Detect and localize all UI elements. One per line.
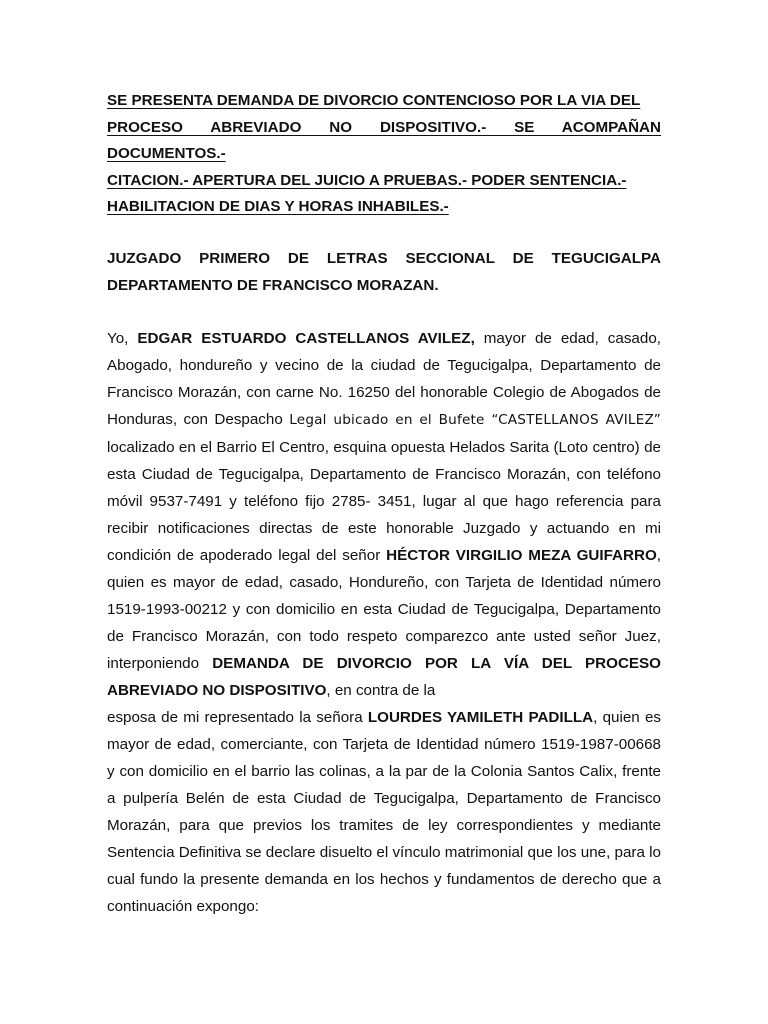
attorney-name: EDGAR ESTUARDO CASTELLANOS AVILEZ, [137, 329, 475, 347]
heading-line-3: CITACION.- APERTURA DEL JUICIO A PRUEBAS.- PODER SENTENCIA.- [107, 171, 627, 189]
heading-line-1: SE PRESENTA DEMANDA DE DIVORCIO CONTENCIOSO POR LA VIA DEL [107, 92, 641, 109]
body-text-b: mayor de edad, casado, Abogado, hondureño y vecino de la ciudad de Tegucigalpa, Departamento de Francisco Morazán, con carne No. 16250 del honorable Colegio de Abogados de Honduras, con Despacho [107, 329, 661, 428]
body-text-e: , en contra de la [326, 681, 436, 699]
respondent-name: LOURDES YAMILETH PADILLA [367, 708, 594, 726]
court-line-2: DEPARTAMENTO DE FRANCISCO MORAZAN. [107, 276, 439, 294]
client-name: HÉCTOR VIRGILIO MEZA GUIFARRO [386, 546, 657, 564]
court-address [107, 245, 661, 299]
body-paragraph-2 [107, 704, 661, 920]
demand-type: DEMANDA DE DIVORCIO POR LA VÍA DEL PROCESO ABREVIADO NO DISPOSITIVO [107, 654, 661, 699]
body-text-p2a: esposa de mi representado la señora [107, 708, 368, 726]
document-page [107, 88, 661, 920]
court-line-1: JUZGADO PRIMERO DE LETRAS SECCIONAL DE TEGUCIGALPA [107, 249, 661, 267]
body-legal-office: Legal ubicado en el Bufete “CASTELLANOS AVILEZ” [289, 411, 662, 428]
heading-line-2: PROCESO ABREVIADO NO DISPOSITIVO.- SE ACOMPAÑAN DOCUMENTOS.- [107, 118, 661, 162]
body-text-c: localizado en el Barrio El Centro, esquina opuesta Helados Sarita (Loto centro) de esta Ciudad de Tegucigalpa, Departamento de Francisco Morazán, con teléfono móvil 9537-7491 y teléfono fijo 2785- 3451, lugar al que hago referencia para recibir notificaciones directas de este honorable Juzgado y actuando en mi condición de apoderado legal del señor [107, 438, 661, 564]
body-intro: Yo, [107, 329, 138, 347]
body-text-p2b: , quien es mayor de edad, comerciante, con Tarjeta de Identidad número 1519-1987-00668 y con domicilio en el barrio las colinas, a la par de la Colonia Santos Calix, frente a pulpería Belén de esta Ciudad de Tegucigalpa, Departamento de Francisco Morazán, para que previos los tramites de ley correspondientes y mediante Sentencia Definitiva se declare disuelto el vínculo matrimonial que los une, para lo cual fundo la presente demanda en los hechos y fundamentos de derecho que a continuación expongo: [107, 708, 661, 915]
heading-line-4: HABILITACION DE DIAS Y HORAS INHABILES.- [107, 198, 449, 215]
document-heading [107, 88, 661, 221]
body-text-d: , quien es mayor de edad, casado, Hondureño, con Tarjeta de Identidad número 1519-1993-00212 y con domicilio en esta Ciudad de Tegucigalpa, Departamento de Francisco Morazán, con todo respeto comparezco ante usted señor Juez, interponiendo [107, 546, 662, 672]
body-paragraph-1 [107, 325, 661, 704]
